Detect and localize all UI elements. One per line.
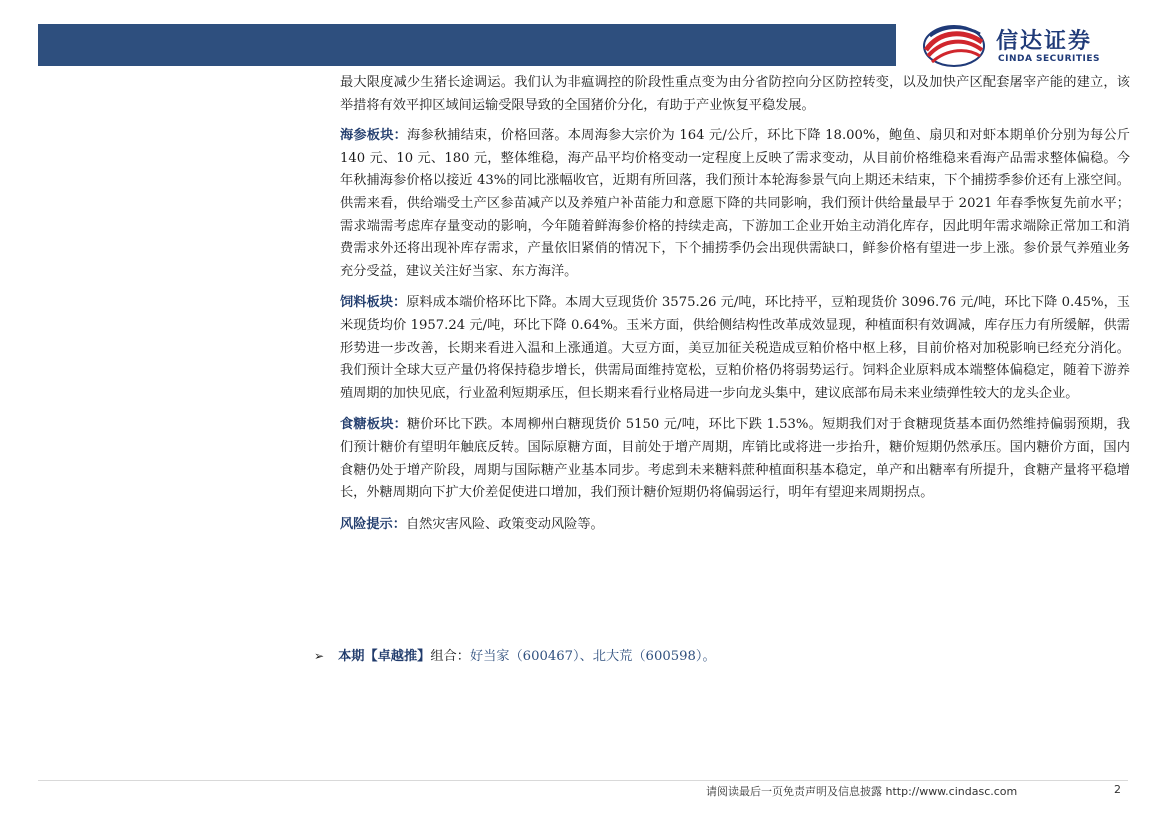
portfolio-label: 组合： [430,649,470,664]
logo-text-cn: 信达证券 [996,29,1093,54]
footer-divider [38,780,1128,781]
portfolio-title: 本期【卓越推】 [338,649,431,664]
logo-text-en: CINDA SECURITIES [998,54,1100,64]
arrow-bullet-icon: ➢ [314,649,325,663]
page-number: 2 [1114,783,1121,796]
cinda-globe-logo-icon [918,22,990,70]
company-logo [918,22,1128,72]
paragraph-text: 糖价环比下跌。本周柳州白糖现货价 5150 元/吨，环比下跌 1.53%。短期我们对于食糖现货基本面仍然维持偏弱预期，我们预计糖价有望明年触底反转。国际原糖方面，目前处于增产周期，库销比或将进一步抬升，糖价短期仍然承压。国内糖价方面，国内食糖仍处于增产阶段，周期与国际糖产业基本同步。考虑到未来糖料蔗种植面积基本稳定，单产和出糖率有所提升，食糖产量将平稳增长，外糖周期向下扩大价差促使进口增加，我们预计糖价短期仍将偏弱运行，明年有望迎来周期拐点。 [340,417,1130,501]
paragraph-sea-cucumber [340,125,1130,283]
section-lead-feed: 饲料板块： [340,295,407,311]
paragraph-feed [340,292,1130,405]
footer-disclaimer[interactable]: 请阅读最后一页免责声明及信息披露 http://www.cindasc.com [706,785,1018,798]
paragraph-pig-policy [340,72,1130,117]
section-lead-risk: 风险提示： [340,516,406,532]
paragraph-risk [340,514,1130,537]
paragraph-text: 海参秋捕结束，价格回落。本周海参大宗价为 164 元/公斤，环比下降 18.00%，鲍鱼、扇贝和对虾本期单价分别为每公斤 140 元、10 元、180 元，整体维稳，海产品平均价格变动一定程度上反映了需求变动，从目前价格维稳来看海产品需求整体偏稳。今年秋捕海参价格以接近 43%的同比涨幅收官，近期有所回落，我们预计本轮海参景气向上期还未结束，下个捕捞季参价还有上涨空间。供需来看，供给端受土产区参苗减产以及养殖户补苗能力和意愿下降的共同影响，我们预计供给量最早于 2021 年春季恢复先前水平；需求端需考虑库存量变动的影响，今年随着鲜海参价格的持续走高，下游加工企业开始主动消化库存，因此明年需求端除正常加工和消费需求外还将出现补库存需求，产量依旧紧俏的情况下，下个捕捞季仍会出现供需缺口，鲜参价格有望进一步上涨。参价景气养殖业务充分受益，建议关注好当家、东方海洋。 [340,128,1130,279]
section-lead-sea-cucumber: 海参板块： [340,128,407,144]
paragraph-text: 自然灾害风险、政策变动风险等。 [405,516,604,532]
report-body [340,72,1130,545]
section-lead-sugar: 食糖板块： [340,417,407,433]
portfolio-stocks: 好当家（600467）、北大荒（600598）。 [469,649,716,664]
header-bar [38,24,896,66]
paragraph-sugar [340,414,1130,504]
paragraph-text: 最大限度减少生猪长途调运。我们认为非瘟调控的阶段性重点变为由分省防控向分区防控转变，以及加快产区配套屠宰产能的建立，该举措将有效平抑区域间运输受限导致的全国猪价分化，有助于产业恢复平稳发展。 [340,75,1130,113]
recommended-portfolio [314,645,716,668]
paragraph-text: 原料成本端价格环比下降。本周大豆现货价 3575.26 元/吨，环比持平，豆粕现货价 3096.76 元/吨，环比下降 0.45%，玉米现货均价 1957.24 元/吨，环比下降 0.64%。玉米方面，供给侧结构性改革成效显现，种植面积有效调减，库存压力有所缓解，供需形势进一步改善，长期来看进入温和上涨通道。大豆方面，美豆加征关税造成豆粕价格中枢上移，目前价格对加税影响已经充分消化。我们预计全球大豆产量仍将保持稳步增长，供需局面维持宽松，豆粕价格仍将弱势运行。饲料企业原料成本端整体偏稳定，随着下游养殖周期的加快见底，行业盈利短期承压，但长期来看行业格局进一步向龙头集中，建议底部布局未来业绩弹性较大的龙头企业。 [340,295,1130,401]
